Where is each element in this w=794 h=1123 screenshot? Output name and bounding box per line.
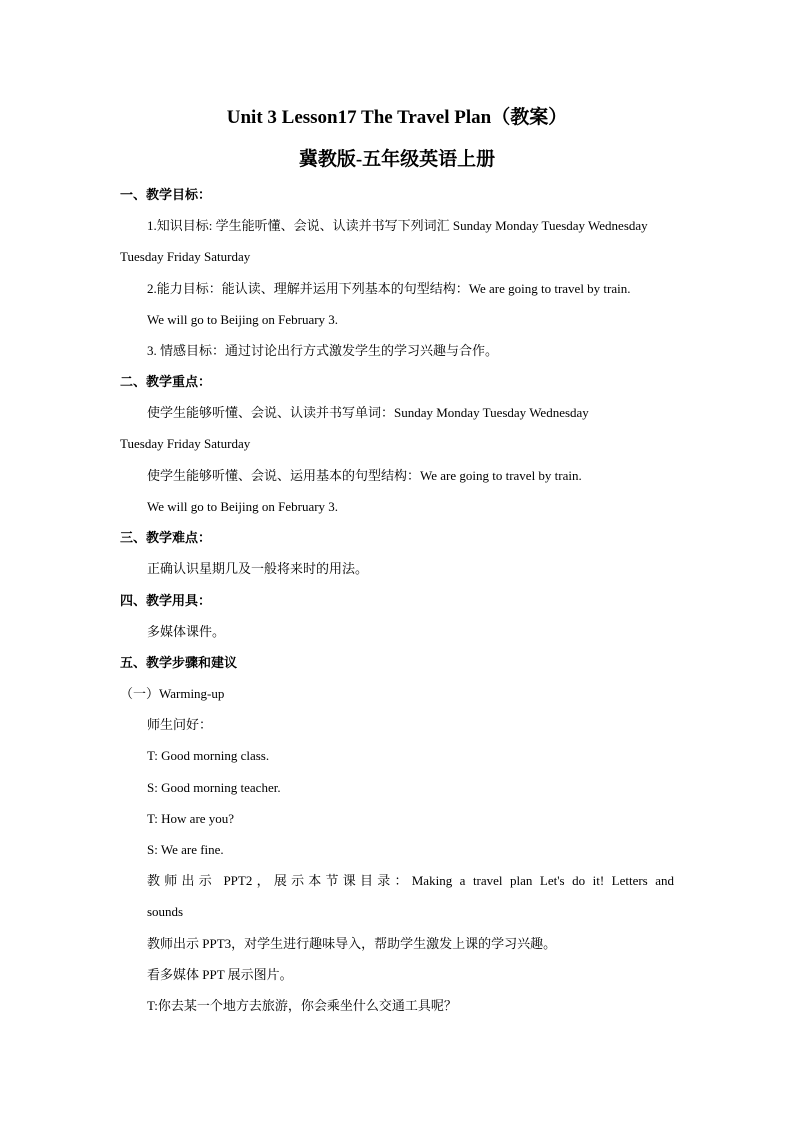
tools-line: 多媒体课件。: [147, 624, 226, 639]
dialogue-line-student-2: S: We are fine.: [147, 842, 224, 857]
key-point-words-line: 使学生能够听懂、会说、认读并书写单词：Sunday Monday Tuesday Wednesday: [147, 405, 589, 420]
objective-knowledge-line: 1.知识目标: 学生能听懂、会说、认读并书写下列词汇 Sunday Monday Tuesday Wednesday: [147, 218, 648, 233]
ppt3-line: 教师出示 PPT3，对学生进行趣味导入，帮助学生激发上课的学习兴趣。: [147, 936, 557, 951]
key-point-words-cont: Tuesday Friday Saturday: [120, 436, 251, 451]
document-title: Unit 3 Lesson17 The Travel Plan（教案）: [226, 107, 568, 128]
section-heading-tools: 四、教学用具：: [120, 593, 212, 608]
dialogue-line-teacher-2: T: How are you?: [147, 811, 235, 826]
section-heading-key-points: 二、教学重点：: [120, 374, 212, 389]
section-heading-difficulties: 三、教学难点：: [120, 530, 212, 545]
section-heading-steps: 五、教学步骤和建议: [120, 655, 238, 670]
dialogue-line-student-1: S: Good morning teacher.: [147, 780, 281, 795]
key-point-sentence-line: 使学生能够听懂、会说、运用基本的句型结构：We are going to travel by train.: [147, 468, 582, 483]
subsection-warming-up: （一）Warming-up: [120, 686, 225, 701]
ppt-images-line: 看多媒体 PPT 展示图片。: [147, 967, 293, 982]
difficulty-line: 正确认识星期几及一般将来时的用法。: [147, 561, 369, 576]
ppt2-line: 教师出示 PPT2，展示本节课目录：Making a travel plan Let's do it! Letters and: [147, 873, 674, 888]
document-subtitle: 冀教版-五年级英语上册: [298, 149, 496, 170]
teacher-question-line: T:你去某一个地方去旅游，你会乘坐什么交通工具呢？: [147, 998, 457, 1013]
dialogue-line-teacher-1: T: Good morning class.: [147, 748, 270, 763]
objective-knowledge-cont: Tuesday Friday Saturday: [120, 249, 251, 264]
greeting-intro-line: 师生问好：: [147, 717, 213, 732]
objective-ability-line: 2.能力目标：能认读、理解并运用下列基本的句型结构：We are going to travel by train.: [147, 281, 631, 296]
section-heading-objectives: 一、教学目标：: [120, 187, 212, 202]
key-point-sentence-cont: We will go to Beijing on February 3.: [147, 499, 339, 514]
objective-ability-cont: We will go to Beijing on February 3.: [147, 312, 339, 327]
ppt2-line-cont: sounds: [147, 904, 184, 919]
objective-emotion-line: 3. 情感目标：通过讨论出行方式激发学生的学习兴趣与合作。: [147, 343, 499, 358]
